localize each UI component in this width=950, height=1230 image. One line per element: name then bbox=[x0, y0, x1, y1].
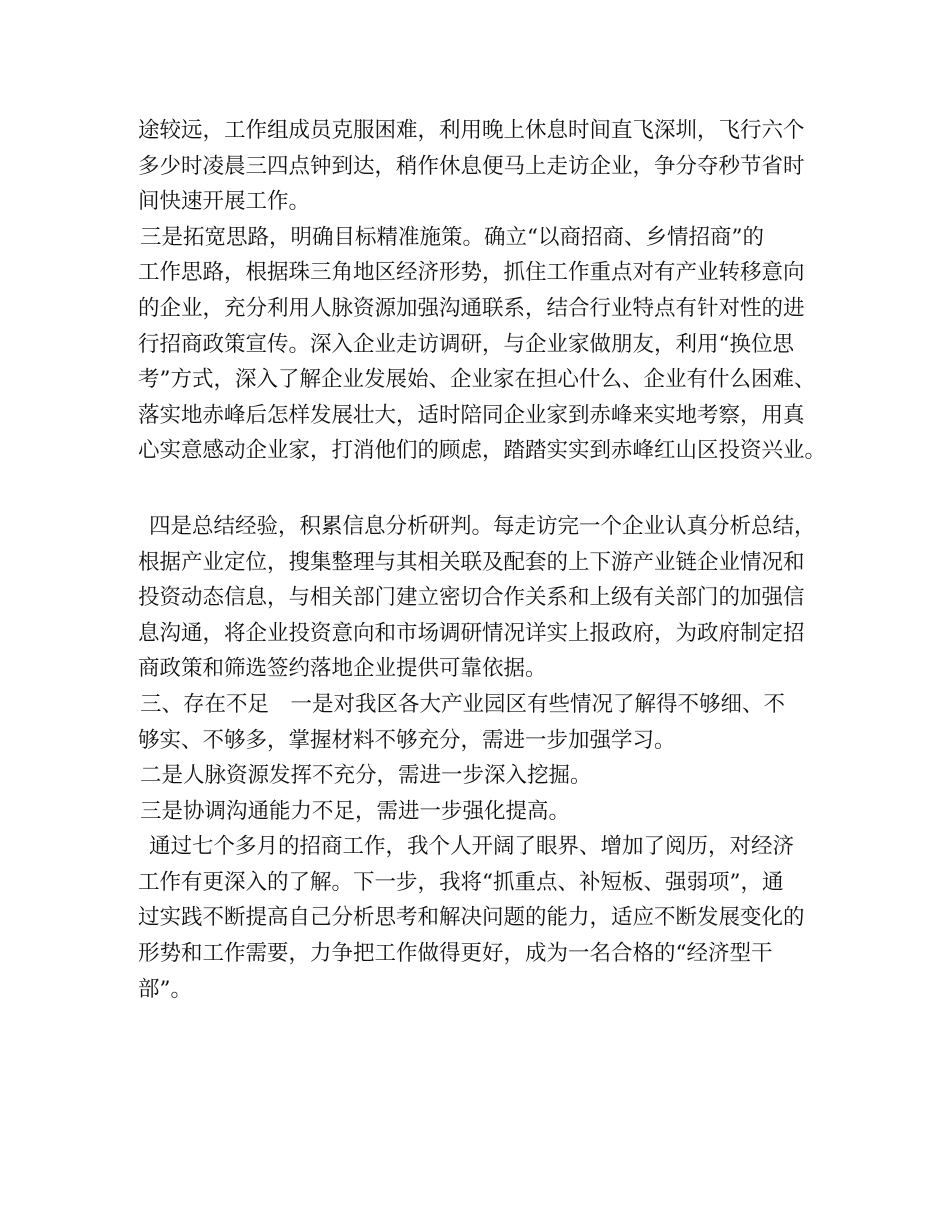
text-line: 工作有更深入的了解。下一步，我将“抓重点、补短板、强弱项”，通 bbox=[138, 869, 784, 895]
paragraph bbox=[138, 829, 838, 1007]
text-line: 三、存在不足 一是对我区各大产业园区有些情况了解得不够细、不 bbox=[140, 691, 786, 717]
text-line: 够实、不够多，掌握材料不够充分，需进一步加强学习。 bbox=[138, 727, 676, 753]
text-line: 工作思路，根据珠三角地区经济形势，抓住工作重点对有产业转移意向 bbox=[138, 260, 805, 286]
text-line: 的企业，充分利用人脉资源加强沟通联系，结合行业特点有针对性的进 bbox=[138, 295, 805, 321]
text-line: 根据产业定位，搜集整理与其相关联及配套的上下游产业链企业情况和 bbox=[138, 549, 805, 575]
text-line: 行招商政策宣传。深入企业走访调研，与企业家做朋友，利用“换位思 bbox=[138, 331, 794, 357]
text-line: 商政策和筛选签约落地企业提供可靠依据。 bbox=[138, 656, 547, 682]
text-line: 二是人脉资源发挥不充分，需进一步深入挖掘。 bbox=[140, 763, 592, 789]
text-line: 四是总结经验，积累信息分析研判。每走访完一个企业认真分析总结， bbox=[149, 513, 816, 539]
text-line: 考”方式，深入了解企业发展始、企业家在担心什么、企业有什么困难、 bbox=[138, 367, 816, 393]
text-line: 多少时凌晨三四点钟到达，稍作休息便马上走访企业，争分夺秒节省时 bbox=[138, 153, 805, 179]
text-line: 途较远，工作组成员克服困难，利用晚上休息时间直飞深圳，飞行六个 bbox=[138, 118, 805, 143]
paragraph bbox=[138, 220, 838, 469]
text-line: 落实地赤峰后怎样发展壮大，适时陪同企业家到赤峰来实地考察，用真 bbox=[138, 402, 805, 428]
text-line: 间快速开展工作。 bbox=[138, 189, 311, 215]
text-line: 三是协调沟通能力不足，需进一步强化提高。 bbox=[140, 798, 571, 824]
text-line: 投资动态信息，与相关部门建立密切合作关系和上级有关部门的加强信 bbox=[138, 585, 805, 611]
text-line: 过实践不断提高自己分析思考和解决问题的能力，适应不断发展变化的 bbox=[138, 905, 805, 931]
text-line: 通过七个多月的招商工作，我个人开阔了眼界、增加了阅历，对经济 bbox=[149, 834, 795, 860]
paragraph bbox=[138, 113, 838, 220]
text-line: 三是拓宽思路，明确目标精准施策。确立“以商招商、乡情招商”的 bbox=[140, 224, 764, 250]
text-line: 形势和工作需要，力争把工作做得更好，成为一名合格的“经济型干 bbox=[138, 941, 773, 967]
text-line: 息沟通，将企业投资意向和市场调研情况详实上报政府，为政府制定招 bbox=[138, 620, 805, 646]
paragraph bbox=[138, 794, 838, 830]
paragraph bbox=[138, 687, 838, 758]
paragraph bbox=[138, 509, 838, 687]
document-body bbox=[138, 113, 838, 1007]
text-line: 心实意感动企业家，打消他们的顾虑，踏踏实实到赤峰红山区投资兴业。 bbox=[138, 438, 827, 464]
text-line: 部”。 bbox=[138, 976, 192, 1002]
paragraph-gap bbox=[138, 469, 838, 509]
paragraph bbox=[138, 758, 838, 794]
